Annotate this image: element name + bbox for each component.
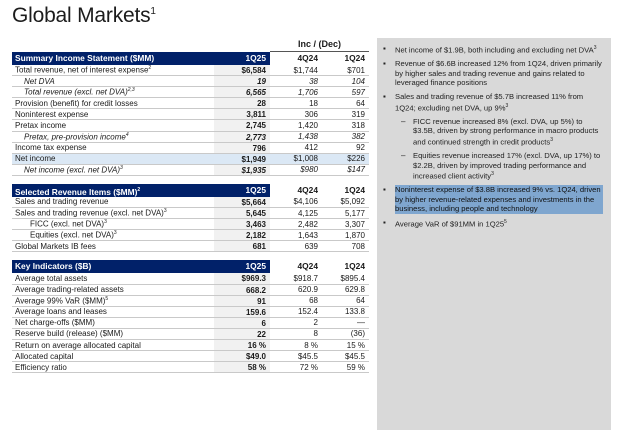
page-title: Global Markets$^1$	[12, 4, 156, 27]
cell-c1: 28	[214, 98, 270, 108]
table-row	[12, 154, 369, 165]
row-label: Net income	[15, 154, 56, 164]
column-header-c2: 4Q24	[297, 261, 318, 272]
row-label: Average total assets	[15, 273, 88, 283]
cell-c1: 2,745	[214, 120, 270, 130]
cell-c2: $1,008	[293, 154, 318, 164]
inc-dec-header: Inc / (Dec)	[12, 38, 369, 52]
cell-c1: $969.3	[214, 273, 270, 283]
column-header-c3: 1Q24	[344, 184, 365, 195]
cell-c2: 72 %	[299, 362, 318, 372]
cell-c1: $1,949	[214, 154, 270, 164]
row-label: Net DVA	[24, 76, 55, 86]
cell-c1: 3,811	[214, 109, 270, 119]
cell-c1: 668.2	[214, 285, 270, 295]
row-label: Average 99% VaR ($MM)$^5$	[15, 295, 109, 306]
cell-c3: 64	[356, 98, 365, 108]
table-row	[12, 143, 369, 154]
financial-tables	[12, 38, 369, 373]
section-summary	[12, 52, 369, 176]
section-header	[12, 260, 369, 273]
cell-c2: $1,744	[293, 65, 318, 75]
commentary-bullet	[383, 185, 603, 214]
cell-c3: 5,177	[344, 208, 365, 218]
cell-c3: $5,092	[340, 197, 365, 207]
row-label: Efficiency ratio	[15, 362, 67, 372]
commentary-bullet	[383, 117, 603, 147]
column-header-c2: 4Q24	[297, 53, 318, 63]
table-row	[12, 165, 369, 176]
cell-c2: 18	[309, 98, 318, 108]
section-title: Summary Income Statement ($MM)	[12, 52, 214, 65]
cell-c3: 64	[356, 296, 365, 306]
cell-c2: 38	[309, 76, 318, 86]
commentary-bullet	[383, 92, 603, 113]
table-row	[12, 132, 369, 143]
row-label: Noninterest expense	[15, 109, 89, 119]
row-label: Average trading-related assets	[15, 285, 124, 295]
table-row	[12, 208, 369, 219]
cell-c1: 2,773	[214, 132, 270, 142]
cell-c3: 15 %	[346, 340, 365, 350]
cell-c1: 22	[214, 329, 270, 339]
table-row	[12, 109, 369, 120]
cell-c1: 159.6	[214, 307, 270, 317]
cell-c1: 796	[214, 143, 270, 153]
cell-c1: $5,664	[214, 197, 270, 207]
bullet-text: Sales and trading revenue of $5.7B increased 11% from 1Q24; excluding net DVA, up 9%$^3$	[395, 91, 584, 113]
cell-c1: 6	[214, 318, 270, 328]
cell-c2: 639	[304, 241, 318, 251]
cell-c2: 306	[304, 109, 318, 119]
cell-c1: $1,935	[214, 165, 270, 175]
table-row	[12, 241, 369, 252]
commentary-bullet	[383, 151, 603, 181]
row-label: FICC (excl. net DVA)$^3$	[30, 219, 107, 229]
square-bullet-icon: ▪	[383, 218, 386, 228]
row-label: Average loans and leases	[15, 307, 107, 317]
table-row	[12, 219, 369, 230]
bullet-text: Net income of $1.9B, both including and excluding net DVA$^3$	[395, 45, 597, 55]
section-gap	[12, 176, 369, 184]
cell-c1: $49.0	[214, 351, 270, 361]
table-row	[12, 351, 369, 362]
cell-c1: 2,182	[214, 230, 270, 240]
table-row	[12, 296, 369, 307]
cell-c2: $918.7	[293, 273, 318, 283]
cell-c2: 152.4	[297, 307, 318, 317]
row-label: Reserve build (release) ($MM)	[15, 329, 124, 339]
column-header-c1: 1Q25	[214, 260, 270, 273]
cell-c2: $980	[300, 165, 318, 175]
cell-c2: 68	[309, 296, 318, 306]
bullet-text: Noninterest expense of $3.8B increased 9% vs. 1Q24, driven by higher revenue-related expenses and investments in the business, including people and technology	[395, 185, 603, 214]
section-indicators	[12, 260, 369, 373]
row-label: Global Markets IB fees	[15, 241, 96, 251]
cell-c2: 2	[313, 318, 318, 328]
table-row	[12, 307, 369, 318]
square-bullet-icon: ▪	[383, 91, 386, 101]
commentary-bullet	[383, 218, 603, 229]
square-bullet-icon: ▪	[383, 44, 386, 53]
cell-c3: 3,307	[344, 219, 365, 229]
bullet-text: Equities revenue increased 17% (excl. DVA, up 17%) to $2.2B, driven by improved trading performance and increased client activity$^3$	[413, 150, 601, 181]
cell-c2: $4,106	[293, 197, 318, 207]
row-label: Net charge-offs ($MM)	[15, 318, 95, 328]
row-label: Equities (excl. net DVA)$^3$	[30, 230, 117, 241]
column-header-c1: 1Q25	[214, 52, 270, 65]
cell-c1: 3,463	[214, 219, 270, 229]
table-row	[12, 98, 369, 109]
row-label: Total revenue (excl. net DVA)$^{2,3}$	[24, 87, 135, 98]
table-row	[12, 362, 369, 373]
row-label: Total revenue, net of interest expense$^2$	[15, 65, 152, 75]
row-label: Provision (benefit) for credit losses	[15, 98, 138, 108]
table-row	[12, 318, 369, 329]
row-label: Income tax expense	[15, 143, 87, 153]
cell-c3: 708	[351, 241, 365, 251]
bullet-text: FICC revenue increased 8% (excl. DVA, up 5%) to $3.5B, driven by strong performance in macro products and continued strength in credit products$^3$	[413, 116, 599, 147]
section-title: Selected Revenue Items ($MM)$^2$	[12, 184, 214, 197]
cell-c3: $45.5	[344, 351, 365, 361]
section-header	[12, 184, 369, 197]
section-revenue	[12, 184, 369, 252]
commentary-panel	[377, 38, 611, 430]
cell-c3: $895.4	[340, 273, 365, 283]
cell-c3: 597	[351, 87, 365, 97]
row-label: Return on average allocated capital	[15, 340, 141, 350]
table-row	[12, 329, 369, 340]
table-row	[12, 197, 369, 208]
cell-c3: 629.8	[344, 285, 365, 295]
cell-c3: 1,870	[344, 230, 365, 240]
cell-c1: 19	[214, 76, 270, 86]
commentary-bullet	[383, 59, 603, 88]
cell-c3: 318	[351, 121, 365, 131]
square-bullet-icon: ▪	[383, 185, 386, 195]
dash-marker: –	[401, 150, 406, 160]
cell-c3: 92	[356, 143, 365, 153]
table-row	[12, 230, 369, 241]
table-row	[12, 76, 369, 87]
cell-c1: 681	[214, 241, 270, 251]
commentary-bullet	[383, 44, 603, 55]
cell-c2: 8	[313, 329, 318, 339]
cell-c2: 1,706	[297, 87, 318, 97]
column-header-c3: 1Q24	[344, 261, 365, 272]
table-row	[12, 285, 369, 296]
section-gap	[12, 252, 369, 260]
column-header-c2: 4Q24	[297, 184, 318, 195]
square-bullet-icon: ▪	[383, 59, 386, 69]
cell-c2: 1,420	[297, 121, 318, 131]
cell-c2: 1,643	[297, 230, 318, 240]
cell-c1: 16 %	[214, 340, 270, 350]
cell-c3: 133.8	[344, 307, 365, 317]
row-label: Pretax income	[15, 121, 67, 131]
cell-c3: $147	[347, 165, 365, 175]
row-label: Sales and trading revenue (excl. net DVA)$^3$	[15, 208, 167, 218]
cell-c3: $701	[347, 65, 365, 75]
cell-c2: 1,438	[297, 132, 318, 142]
table-row	[12, 273, 369, 284]
table-row	[12, 340, 369, 351]
dash-marker: –	[401, 116, 406, 126]
table-row	[12, 65, 369, 76]
section-title: Key Indicators ($B)	[12, 260, 214, 273]
cell-c1: 91	[214, 296, 270, 306]
column-header-c3: 1Q24	[344, 53, 365, 63]
cell-c3: —	[357, 318, 365, 328]
cell-c3: (36)	[350, 329, 365, 339]
cell-c1: $6,584	[214, 65, 270, 75]
cell-c3: 319	[351, 109, 365, 119]
row-label: Pretax, pre-provision income$^4$	[24, 131, 129, 142]
table-row	[12, 87, 369, 98]
cell-c3: 382	[351, 132, 365, 142]
cell-c2: 620.9	[297, 285, 318, 295]
cell-c1: 58 %	[214, 362, 270, 372]
section-header	[12, 52, 369, 65]
cell-c2: 2,482	[297, 219, 318, 229]
table-row	[12, 120, 369, 131]
column-header-c1: 1Q25	[214, 184, 270, 197]
cell-c2: $45.5	[297, 351, 318, 361]
bullet-text: Revenue of $6.6B increased 12% from 1Q24, driven primarily by higher sales and trading revenue and gains related to leveraged finance positions	[395, 59, 602, 88]
cell-c2: 8 %	[304, 340, 318, 350]
cell-c2: 412	[304, 143, 318, 153]
row-label: Net income (excl. net DVA)$^3$	[24, 165, 123, 175]
bullet-text: Average VaR of $91MM in $1Q25^5$	[395, 219, 507, 229]
cell-c1: 6,565	[214, 87, 270, 97]
cell-c3: $226	[347, 154, 365, 164]
cell-c3: 104	[351, 76, 365, 86]
cell-c3: 59 %	[346, 362, 365, 372]
cell-c1: 5,645	[214, 208, 270, 218]
cell-c2: 4,125	[297, 208, 318, 218]
row-label: Sales and trading revenue	[15, 197, 109, 207]
row-label: Allocated capital	[15, 351, 74, 361]
